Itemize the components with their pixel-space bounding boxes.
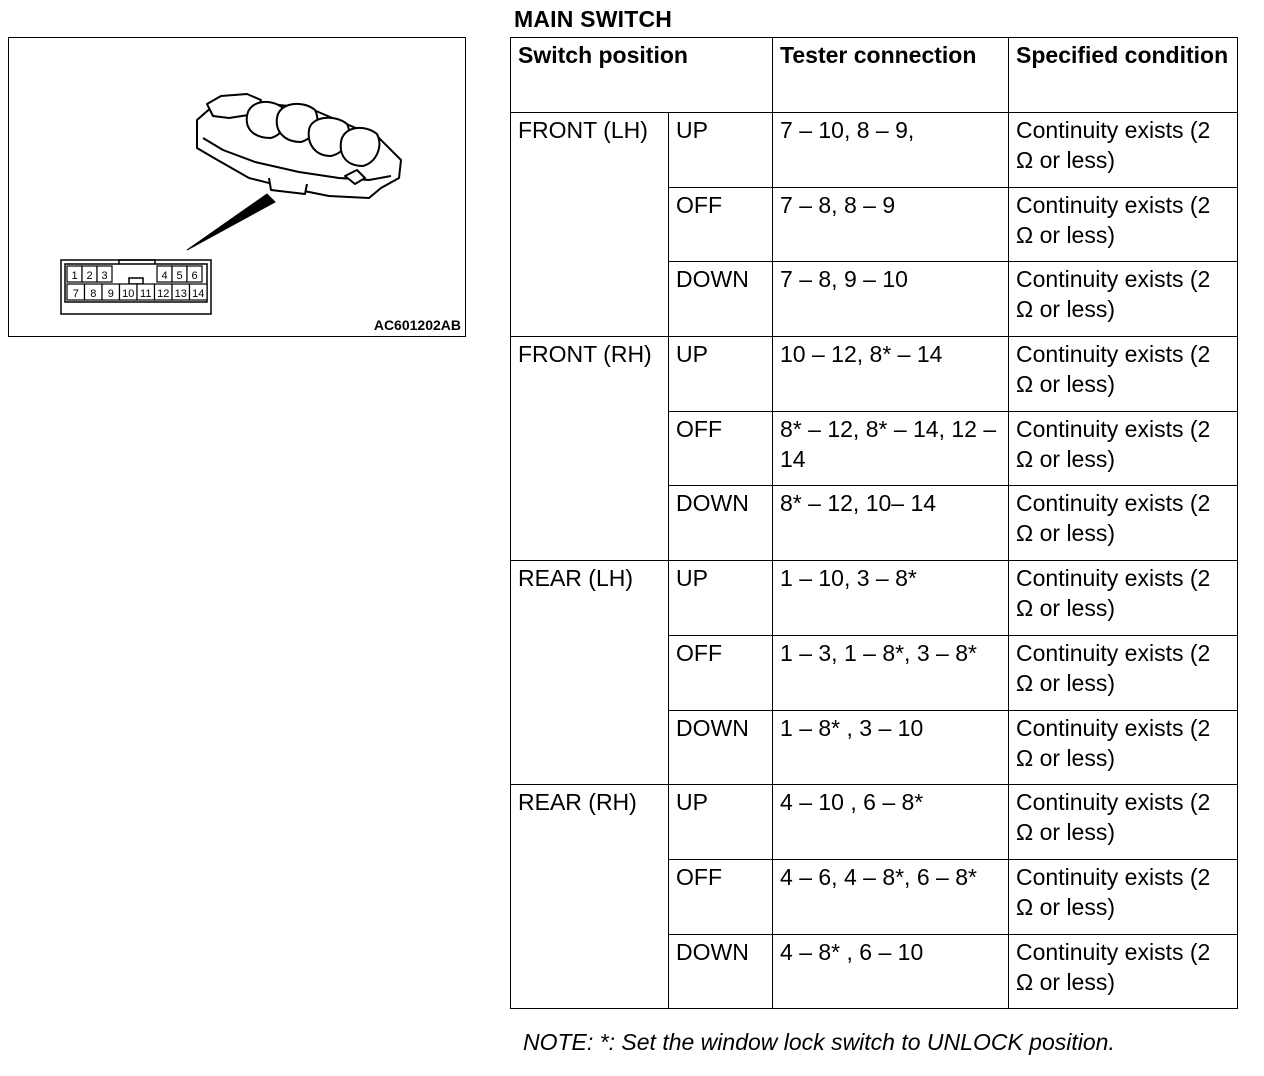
connection-cell: 10 – 12, 8* – 14 [773,337,1009,412]
spec-table [510,37,1238,1009]
state-cell: UP [669,113,773,188]
condition-cell: Continuity exists (2 Ω or less) [1009,561,1238,636]
table-row [511,561,1238,636]
condition-cell: Continuity exists (2 Ω or less) [1009,859,1238,934]
header-tester-connection: Tester connection [773,38,1009,113]
state-cell: OFF [669,859,773,934]
condition-cell: Continuity exists (2 Ω or less) [1009,262,1238,337]
connector-pin-label: 5 [176,270,183,282]
state-cell: OFF [669,635,773,710]
connector-pin-label: 3 [101,270,108,282]
state-cell: OFF [669,187,773,262]
state-cell: OFF [669,411,773,486]
switch-drawing [9,38,465,336]
table-row [511,337,1238,412]
connector-pin-label: 13 [174,288,187,300]
position-cell: REAR (LH) [511,561,669,785]
pointer-arrow-icon [187,194,275,250]
connector-pin-label: 6 [191,270,198,282]
connector-pin-label: 2 [86,270,93,282]
connection-cell: 7 – 8, 9 – 10 [773,262,1009,337]
table-header-row [511,38,1238,113]
condition-cell: Continuity exists (2 Ω or less) [1009,337,1238,412]
state-cell: DOWN [669,486,773,561]
table-row [511,785,1238,860]
switch-body-icon [197,94,401,198]
connector-pin-label: 12 [157,288,170,300]
connection-cell: 1 – 10, 3 – 8* [773,561,1009,636]
table-row [511,113,1238,188]
condition-cell: Continuity exists (2 Ω or less) [1009,635,1238,710]
connection-cell: 4 – 8* , 6 – 10 [773,934,1009,1009]
condition-cell: Continuity exists (2 Ω or less) [1009,710,1238,785]
connection-cell: 4 – 10 , 6 – 8* [773,785,1009,860]
state-cell: UP [669,561,773,636]
connection-cell: 8* – 12, 8* – 14, 12 – 14 [773,411,1009,486]
connector-pin-label: 8 [90,288,97,300]
header-switch-position: Switch position [511,38,773,113]
connection-cell: 7 – 10, 8 – 9, [773,113,1009,188]
connector-pin-label: 10 [122,288,135,300]
figure-code: AC601202AB [373,317,461,333]
condition-cell: Continuity exists (2 Ω or less) [1009,934,1238,1009]
state-cell: DOWN [669,262,773,337]
connection-cell: 1 – 8* , 3 – 10 [773,710,1009,785]
connection-cell: 7 – 8, 8 – 9 [773,187,1009,262]
connector-pin-label: 14 [192,288,205,300]
state-cell: UP [669,337,773,412]
position-cell: FRONT (LH) [511,113,669,337]
page-title: MAIN SWITCH [514,6,673,32]
condition-cell: Continuity exists (2 Ω or less) [1009,486,1238,561]
connection-cell: 8* – 12, 10– 14 [773,486,1009,561]
connector-pin-label: 11 [140,288,152,300]
condition-cell: Continuity exists (2 Ω or less) [1009,113,1238,188]
state-cell: DOWN [669,710,773,785]
condition-cell: Continuity exists (2 Ω or less) [1009,785,1238,860]
condition-cell: Continuity exists (2 Ω or less) [1009,187,1238,262]
footnote: NOTE: *: Set the window lock switch to UNLOCK position. [523,1029,1115,1055]
connector-pin-label: 7 [72,288,79,300]
state-cell: UP [669,785,773,860]
connection-cell: 1 – 3, 1 – 8*, 3 – 8* [773,635,1009,710]
connector-pin-label: 4 [161,270,168,282]
header-specified-condition: Specified condition [1009,38,1238,113]
state-cell: DOWN [669,934,773,1009]
connector-pin-label: 1 [71,270,78,282]
position-cell: REAR (RH) [511,785,669,1009]
switch-illustration [8,37,466,337]
connection-cell: 4 – 6, 4 – 8*, 6 – 8* [773,859,1009,934]
position-cell: FRONT (RH) [511,337,669,561]
connector-pin-label: 9 [107,288,114,300]
condition-cell: Continuity exists (2 Ω or less) [1009,411,1238,486]
